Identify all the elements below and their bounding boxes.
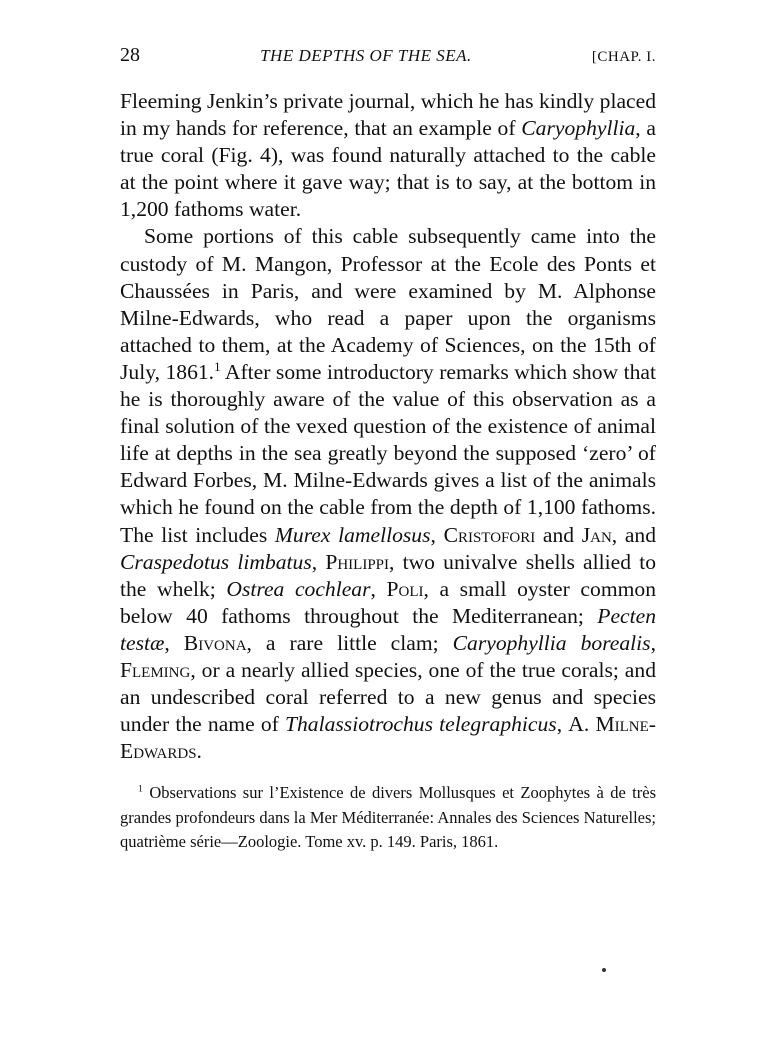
footnote (120, 781, 656, 855)
text-span: , a small oyster common below 40 fathoms throughout the Mediterranean; (120, 576, 657, 628)
body-text (120, 88, 656, 765)
text-span: , two univalve shells allied to the whelk; (120, 549, 656, 601)
text-span: . (196, 739, 202, 764)
text-span: , or a nearly allied species, one of the true corals; and an undescribed coral referred to a new genus and species under the name of (120, 657, 656, 737)
species-name: Caryophyllia borealis (452, 630, 651, 655)
text-span: After some introductory remarks which show that he is thoroughly aware of the value of this observation as a final solution of the vexed question of the existence of animal life at depths in the sea greatly beyond the supposed ‘zero’ of Edward Forbes, M. Milne-Edwards gives a list of the animals which he found on the cable from the depth of 1,100 fathoms. The list includes (120, 359, 656, 547)
author-name: Bivona (183, 630, 247, 655)
author-name: Philippi (325, 549, 390, 574)
text-span: , (370, 576, 387, 601)
text-span: , and (611, 522, 657, 547)
species-name: Pecten testæ (120, 603, 656, 655)
author-name: A. Milne-Edwards (120, 712, 656, 764)
text-span: and (535, 522, 582, 547)
paragraph-1 (120, 88, 656, 223)
text-span: , (430, 522, 444, 547)
text-span: , (556, 712, 569, 737)
species-name: Murex lamellosus (274, 522, 431, 547)
text-span: , (164, 630, 184, 655)
book-page (120, 44, 656, 855)
footnote-ref[interactable]: 1 (214, 358, 221, 374)
paragraph-2 (120, 223, 656, 765)
page-header (120, 44, 656, 76)
species-name: Ostrea cochlear (226, 576, 371, 601)
species-name: Thalassiotrochus telegraphicus (285, 712, 557, 737)
chapter-label: [CHAP. I. (591, 49, 656, 65)
text-span: , (650, 630, 656, 655)
printer-mark-dot (602, 968, 606, 972)
author-name: Jan (581, 522, 612, 547)
author-name: Poli (386, 576, 424, 601)
italic-term: Caryophyllia (521, 116, 636, 141)
text-span: Fleeming Jenkin’s private journal, which he has kindly placed in my hands for reference, that an example of (120, 89, 656, 141)
text-span: , a true coral (Fig. 4), was found naturally attached to the cable at the point where it gave way; that is to say, at the bottom in 1,200 fathoms water. (120, 116, 656, 222)
running-title: THE DEPTHS OF THE SEA. (260, 46, 472, 65)
text-span: , a rare little clam; (246, 630, 453, 655)
species-name: Craspedotus limbatus (120, 549, 312, 574)
page-number: 28 (120, 44, 140, 66)
author-name: Cristofori (443, 522, 536, 547)
footnote-marker: 1 (138, 783, 143, 795)
text-span: Some portions of this cable subsequently came into the custody of M. Mangon, Professor at the Ecole des Ponts et Chaussées in Paris, and were examined by M. Alphonse Milne-Edwards, who read a paper upon the organisms attached to them, at the Academy of Sciences, on the 15th of July, 1861. (120, 224, 656, 384)
text-span: , (311, 549, 326, 574)
author-name: Fleming (120, 657, 191, 682)
footnote-text: Observations sur l’Existence de divers Mollusques et Zoophytes à de très grandes profondeurs dans la Mer Méditerranée: Annales des Sciences Naturelles; quatrième série—Zoologie. Tome xv. p. 149. Paris, 1861. (120, 783, 656, 852)
